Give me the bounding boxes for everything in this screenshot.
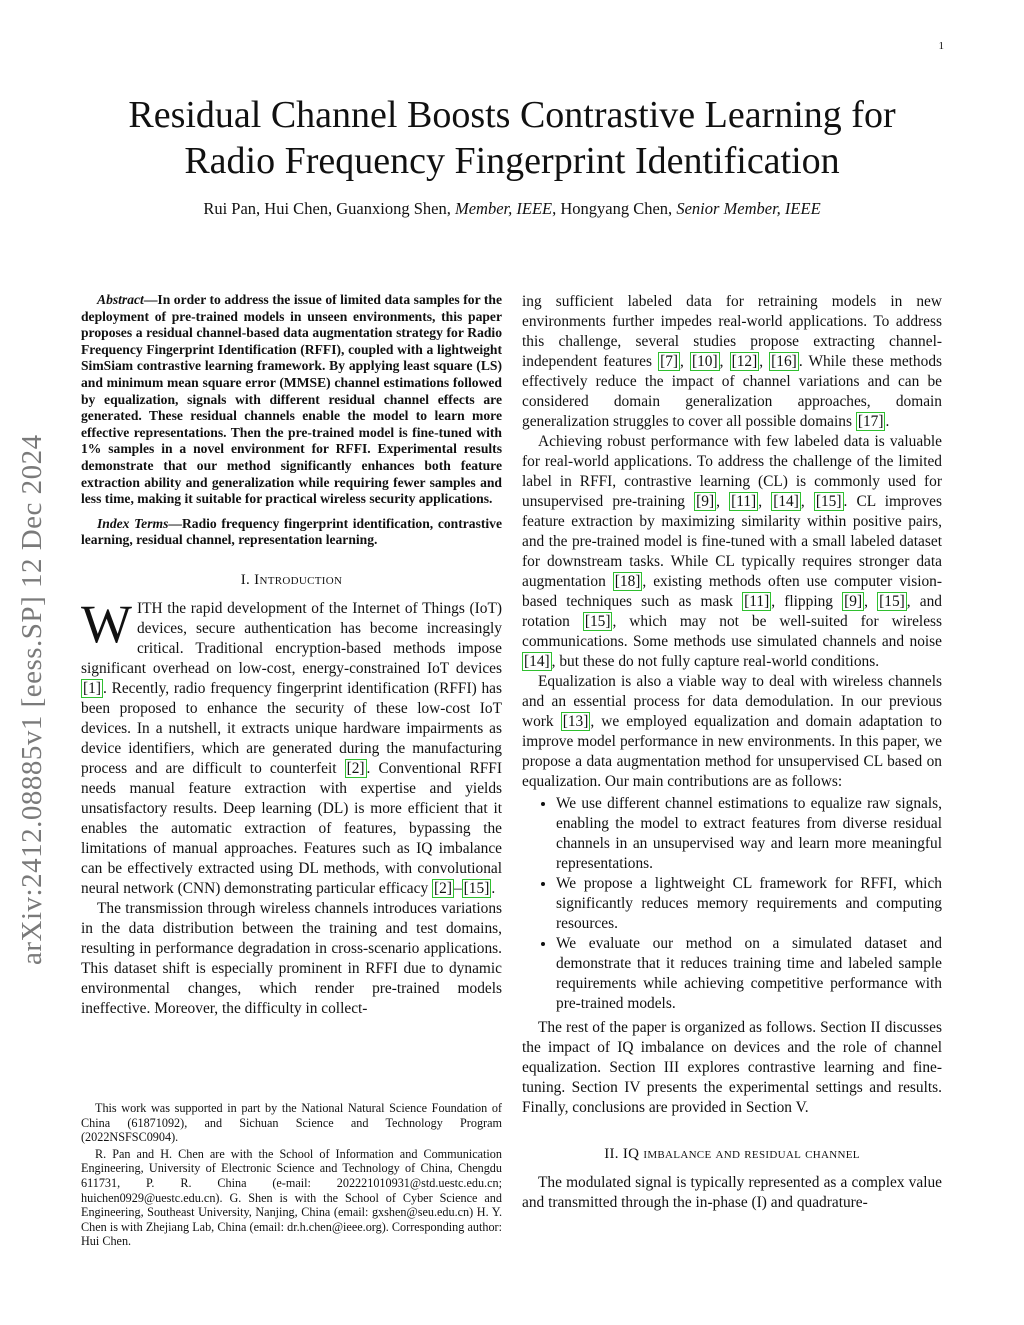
author-list (60, 199, 964, 219)
citation-link[interactable]: [2] (434, 879, 452, 897)
index-terms-label: Index Terms (97, 515, 169, 531)
footnote-funding: This work was supported in part by the National Natural Science Foundation of China (61871092), and Sichuan Science and Technology Program (2022NSFSC0904). (81, 1101, 502, 1145)
title-line-2: Radio Frequency Fingerprint Identification (184, 140, 840, 182)
right-text: . CL improves feature extraction by maximizing similarity within positive pairs, and the pre-trained model is fine-tuned with a small labeled dataset for downstream tasks. While CL typically requires stronger data augmentation (522, 493, 943, 590)
citation-link[interactable]: [1] (83, 679, 101, 697)
contributions-list (522, 794, 942, 1014)
index-terms-text: —Radio frequency fingerprint identification, contrastive learning, residual channel, representation learning. (81, 515, 502, 548)
right-text: Achieving robust performance with few labeled data is valuable for real-world applications. To address the challenge of the limited label in RFFI, contrastive learning (CL) is commonly used for unsupervised pre-training (522, 433, 942, 510)
citation-separator: , (758, 493, 772, 510)
intro-text-d: . (491, 879, 496, 897)
section-title-initial: IQ (622, 1146, 640, 1162)
citation-separator: , (716, 493, 730, 510)
abstract (81, 292, 502, 508)
index-terms (81, 516, 502, 549)
right-paragraph-4: The rest of the paper is organized as follows. Section II discusses the impact of IQ imbalance on devices and the role of channel equalization. Section III explores contrastive learning and fine-tuning. Section IV presents the experimental settings and results. Finally, conclusions are provided in Section V. (522, 1019, 942, 1116)
citation-link[interactable]: [18] (614, 573, 641, 590)
citation-link[interactable]: [2] (346, 759, 365, 777)
abstract-label: Abstract (97, 292, 144, 307)
section-heading-iq-imbalance (522, 1144, 942, 1164)
citation-separator: , (759, 353, 770, 370)
citation-link[interactable]: [10] (691, 353, 718, 370)
right-text: Equalization is also a viable way to deal with wireless channels and an essential process for data demodulation. In our previous work (522, 673, 942, 730)
citation-link[interactable]: [12] (731, 353, 758, 370)
citation-link[interactable]: [15] (815, 493, 842, 510)
citation-link[interactable]: [14] (773, 493, 799, 510)
citation-link[interactable]: [9] (696, 493, 715, 510)
list-item: • We use different channel estimations to equalize raw signals, enabling the model to extract features from diverse residual channels in an unsupervised way and learn more meaningful representations. (556, 794, 942, 874)
author-role-2: Senior Member, IEEE (676, 199, 821, 218)
citation-link[interactable]: [17] (857, 413, 884, 430)
citation-range-dash: – (453, 879, 462, 897)
intro-paragraph-1 (81, 593, 502, 899)
citation-link[interactable]: [13] (562, 713, 589, 730)
right-paragraph-5: The modulated signal is typically represented as a complex value and transmitted through the in-phase (I) and quadrature- (522, 1174, 942, 1211)
right-paragraph-2 (522, 432, 942, 672)
citation-link[interactable]: [15] (463, 879, 490, 897)
citation-link[interactable]: [11] (744, 593, 770, 610)
left-column (81, 292, 502, 1019)
footnotes (81, 1101, 502, 1251)
intro-paragraph-2: The transmission through wireless channels introduces variations in the data distribution between the training and test domains, resulting in performance degradation in cross-scenario applications. This dataset shift is especially prominent in RFFI due to dynamic environmental changes, which render pre-trained models ineffective. Moreover, the difficulty in collect- (81, 899, 502, 1017)
section-number: I. (240, 571, 255, 588)
right-column (522, 292, 942, 1213)
arxiv-sidebar-stamp: arXiv:2412.08885v1 [eess.SP] 12 Dec 2024 (16, 434, 48, 965)
section-title-initial: I (254, 571, 260, 588)
citation-separator: , (864, 593, 878, 610)
author-role-1: Member, IEEE (454, 199, 553, 218)
citation-separator: , (680, 353, 690, 370)
intro-text-c: . Conventional RFFI needs manual feature extraction with expertise and yields unsatisfactory results. Deep learning (DL) is more efficient that it enables the automatic extraction of features, bypassing the limitations of manual approaches. Features such as IQ imbalance can be effectively extracted using DL methods, with convolutional neural network (CNN) demonstrating particular efficacy (81, 759, 502, 897)
section-title-rest: imbalance and residual channel (639, 1146, 860, 1162)
paper-title (60, 92, 964, 184)
right-paragraph-3 (522, 672, 942, 792)
citation-link[interactable]: [15] (584, 613, 611, 630)
citation-link[interactable]: [9] (844, 593, 863, 610)
list-item: • We propose a lightweight CL framework for RFFI, which significantly reduces memory requirements and computing resources. (556, 874, 942, 934)
intro-text-b: . Recently, radio frequency fingerprint identification (RFFI) has been proposed to enhance the security of these low-cost IoT devices. In a nutshell, it extracts unique hardware impairments as device identifiers, which are generated during the manufacturing process and are difficult to counterfeit (81, 679, 502, 777)
section-number: II. (604, 1146, 623, 1162)
right-text: ing sufficient labeled data for retraining models in new environments further impedes real-world applications. To address this challenge, several studies propose extracting channel-independent features (522, 293, 942, 370)
page-number: 1 (938, 40, 944, 52)
drop-cap: W (81, 593, 132, 654)
right-text: , but these do not fully capture real-world conditions. (551, 653, 880, 670)
right-paragraph-1 (522, 292, 942, 432)
author-names-2: , Hongyang Chen, (552, 199, 677, 218)
title-line-1: Residual Channel Boosts Contrastive Learning for (128, 94, 896, 136)
right-text: , which may not be well-suited for wireless communications. Some methods use simulated channels and noise (522, 613, 943, 650)
abstract-text: —In order to address the issue of limited data samples for the deployment of pre-trained models in unseen environments, this paper proposes a residual channel-based data augmentation strategy for Radio Frequency Fingerprint Identification (RFFI), coupled with a lightweight SimSiam contrastive learning framework. By applying least square (LS) and minimum mean square error (MMSE) channel estimations followed by equalization, signals with different residual channel effects are generated. These residual channels enable the model to learn more effective representations. Then the pre-trained model is fine-tuned with 1% samples in a novel environment for RFFI. Experimental results demonstrate that our method significantly enhances both feature extraction ability and generalization while requiring fewer samples and less time, making it suitable for practical wireless security applications. (81, 292, 502, 507)
citation-link[interactable]: [16] (771, 353, 797, 370)
right-text: . While these methods effectively reduce the impact of channel variations and can be considered domain generalization approaches, domain generalization struggles to cover all possible domains (522, 353, 942, 430)
right-text: , flipping (771, 593, 843, 610)
footnote-affiliations: R. Pan and H. Chen are with the School of Information and Communication Engineering, University of Electronic Science and Technology of China, Chengdu 611731, P. R. China (e-mail: 202221010931@std.uestc.edu.cn; huichen0929@uestc.edu.cn). G. Shen is with the School of Cyber Science and Engineering, Southeast University, Nanjing, China (email: gxshen@seu.edu.cn) H. Y. Chen is with Zhejiang Lab, China (email: dr.h.chen@ieee.org). Corresponding author: Hui Chen. (81, 1146, 502, 1249)
citation-link[interactable]: [11] (731, 493, 757, 510)
right-text: . (885, 413, 890, 430)
right-text: , we employed equalization and domain adaptation to improve model performance in new environments. In this paper, we propose a data augmentation method for unsupervised CL based on equalization. Our main contributions are as follows: (522, 713, 942, 790)
list-item: • We evaluate our method on a simulated dataset and demonstrate that it reduces training time and labeled sample requirements while achieving competitive performance with pre-trained models. (556, 934, 942, 1014)
citation-separator: , (800, 493, 814, 510)
author-names-1: Rui Pan, Hui Chen, Guanxiong Shen, (203, 199, 455, 218)
section-heading-introduction (81, 570, 502, 590)
citation-link[interactable]: [14] (524, 653, 550, 670)
right-text: , and rotation (522, 593, 943, 630)
citation-separator: , (719, 353, 730, 370)
citation-link[interactable]: [15] (879, 593, 905, 610)
section-title-rest: ntroduction (259, 571, 343, 588)
citation-link[interactable]: [7] (660, 353, 679, 370)
right-text: , existing methods often use computer vision-based techniques such as mask (522, 573, 942, 610)
intro-text-a: ITH the rapid development of the Internet of Things (IoT) devices, secure authentication has become increasingly critical. Traditional encryption-based methods impose significant overhead on low-cost, energy-constrained IoT devices (81, 599, 502, 677)
